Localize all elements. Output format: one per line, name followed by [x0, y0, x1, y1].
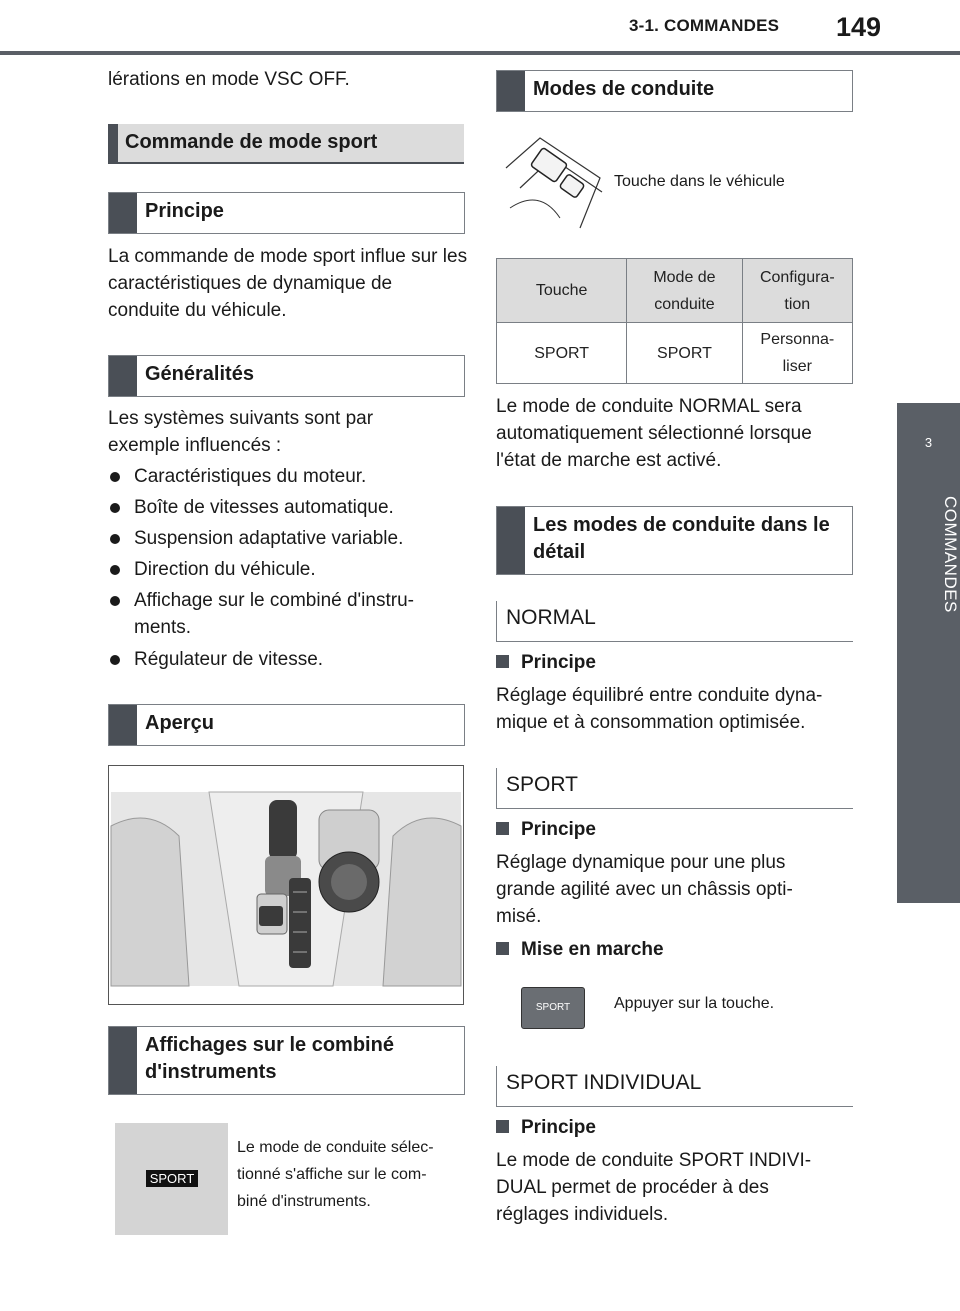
sport-button: SPORT	[521, 987, 585, 1029]
chapter-heading: 3-1. COMMANDES	[629, 16, 780, 35]
list-item: Caractéristiques du moteur.	[110, 463, 450, 490]
list-item: Régulateur de vitesse.	[110, 646, 450, 673]
sport-principe-text: Réglage dynamique pour une plus grande agilité avec un châssis opti-misé.	[496, 852, 793, 927]
heading-bar	[497, 507, 525, 574]
table-header-cell: Touche	[497, 259, 627, 323]
normal-principe-text: Réglage équilibré entre conduite dyna-mique et à consommation optimisée.	[496, 685, 823, 733]
normal-principe-label: Principe	[496, 652, 596, 674]
list-item: Suspension adaptative variable.	[110, 525, 450, 552]
normal-auto-text: Le mode de conduite NORMAL sera automatiquement sélectionné lorsque l'état de marche est activé.	[496, 396, 812, 471]
generalites-heading: Généralités	[145, 363, 254, 385]
sport-button-caption: Appuyer sur la touche.	[614, 995, 775, 1012]
instrument-display-tile	[115, 1123, 228, 1235]
sport-subheading: SPORT	[506, 773, 578, 796]
modes-heading: Modes de conduite	[533, 78, 715, 100]
heading-bar	[109, 193, 137, 233]
list-item: Boîte de vitesses automatique.	[110, 494, 450, 521]
page-number: 149	[836, 12, 882, 42]
heading-bar	[497, 71, 525, 111]
generalites-heading-box	[108, 355, 465, 397]
normal-subheading-box	[496, 601, 853, 642]
table-cell: Personna-liser	[742, 323, 852, 384]
heading-bar	[109, 356, 137, 396]
affichages-heading: Affichages sur le combiné d'instruments	[145, 1034, 394, 1083]
heading-bar	[109, 705, 137, 745]
affichages-heading-box	[108, 1026, 465, 1095]
table-cell: SPORT	[627, 323, 742, 384]
apercu-heading: Aperçu	[145, 712, 214, 734]
modes-table	[496, 258, 853, 384]
detail-heading-box	[496, 506, 853, 575]
side-tab-number: 3	[897, 403, 960, 483]
table-header-cell: Mode de conduite	[627, 259, 742, 323]
touch-drawing	[500, 128, 608, 236]
modes-heading-box	[496, 70, 853, 112]
sport-indicator: SPORT	[146, 1170, 198, 1187]
detail-heading: Les modes de conduite dans le détail	[533, 514, 830, 563]
sport-individual-subheading-box	[496, 1066, 853, 1107]
sport-subheading-box	[496, 768, 853, 809]
display-caption: Le mode de conduite sélec-tionné s'affiche sur le com-biné d'instruments.	[237, 1139, 434, 1210]
list-item: Affichage sur le combiné d'instru-ments.	[110, 587, 440, 641]
heading-bar	[109, 1027, 137, 1094]
table-header-cell: Configura-tion	[742, 259, 852, 323]
principe-text: La commande de mode sport influe sur les caractéristiques de dynamique de conduite du véhicule.	[108, 246, 468, 321]
section-title: Commande de mode sport	[125, 131, 378, 153]
sport-individual-subheading: SPORT INDIVIDUAL	[506, 1071, 702, 1094]
center-console-illustration	[108, 765, 464, 1005]
section-title-box	[108, 124, 464, 164]
list-item: Direction du véhicule.	[110, 556, 450, 583]
header-rule	[0, 51, 960, 55]
principe-heading: Principe	[145, 200, 224, 222]
console-drawing	[109, 766, 463, 1004]
side-tab-label-text: COMMANDES	[941, 496, 960, 613]
touch-illustration	[500, 128, 608, 236]
apercu-heading-box	[108, 704, 465, 746]
generalites-text: Les systèmes suivants sont par exemple influencés :	[108, 408, 374, 456]
table-row	[497, 259, 853, 323]
principe-heading-box	[108, 192, 465, 234]
table-cell: SPORT	[497, 323, 627, 384]
sport-mise-label: Mise en marche	[496, 939, 664, 961]
sport-individual-principe-text: Le mode de conduite SPORT INDIVI-DUAL permet de procéder à des réglages individuels.	[496, 1150, 812, 1225]
sport-principe-label: Principe	[496, 819, 596, 841]
intro-text: lérations en mode VSC OFF.	[108, 69, 350, 90]
section-title-bar	[108, 124, 118, 162]
side-tab-label	[897, 488, 960, 898]
touch-caption: Touche dans le véhicule	[614, 173, 785, 190]
normal-subheading: NORMAL	[506, 606, 596, 629]
table-row	[497, 323, 853, 384]
sport-individual-principe-label: Principe	[496, 1117, 596, 1139]
